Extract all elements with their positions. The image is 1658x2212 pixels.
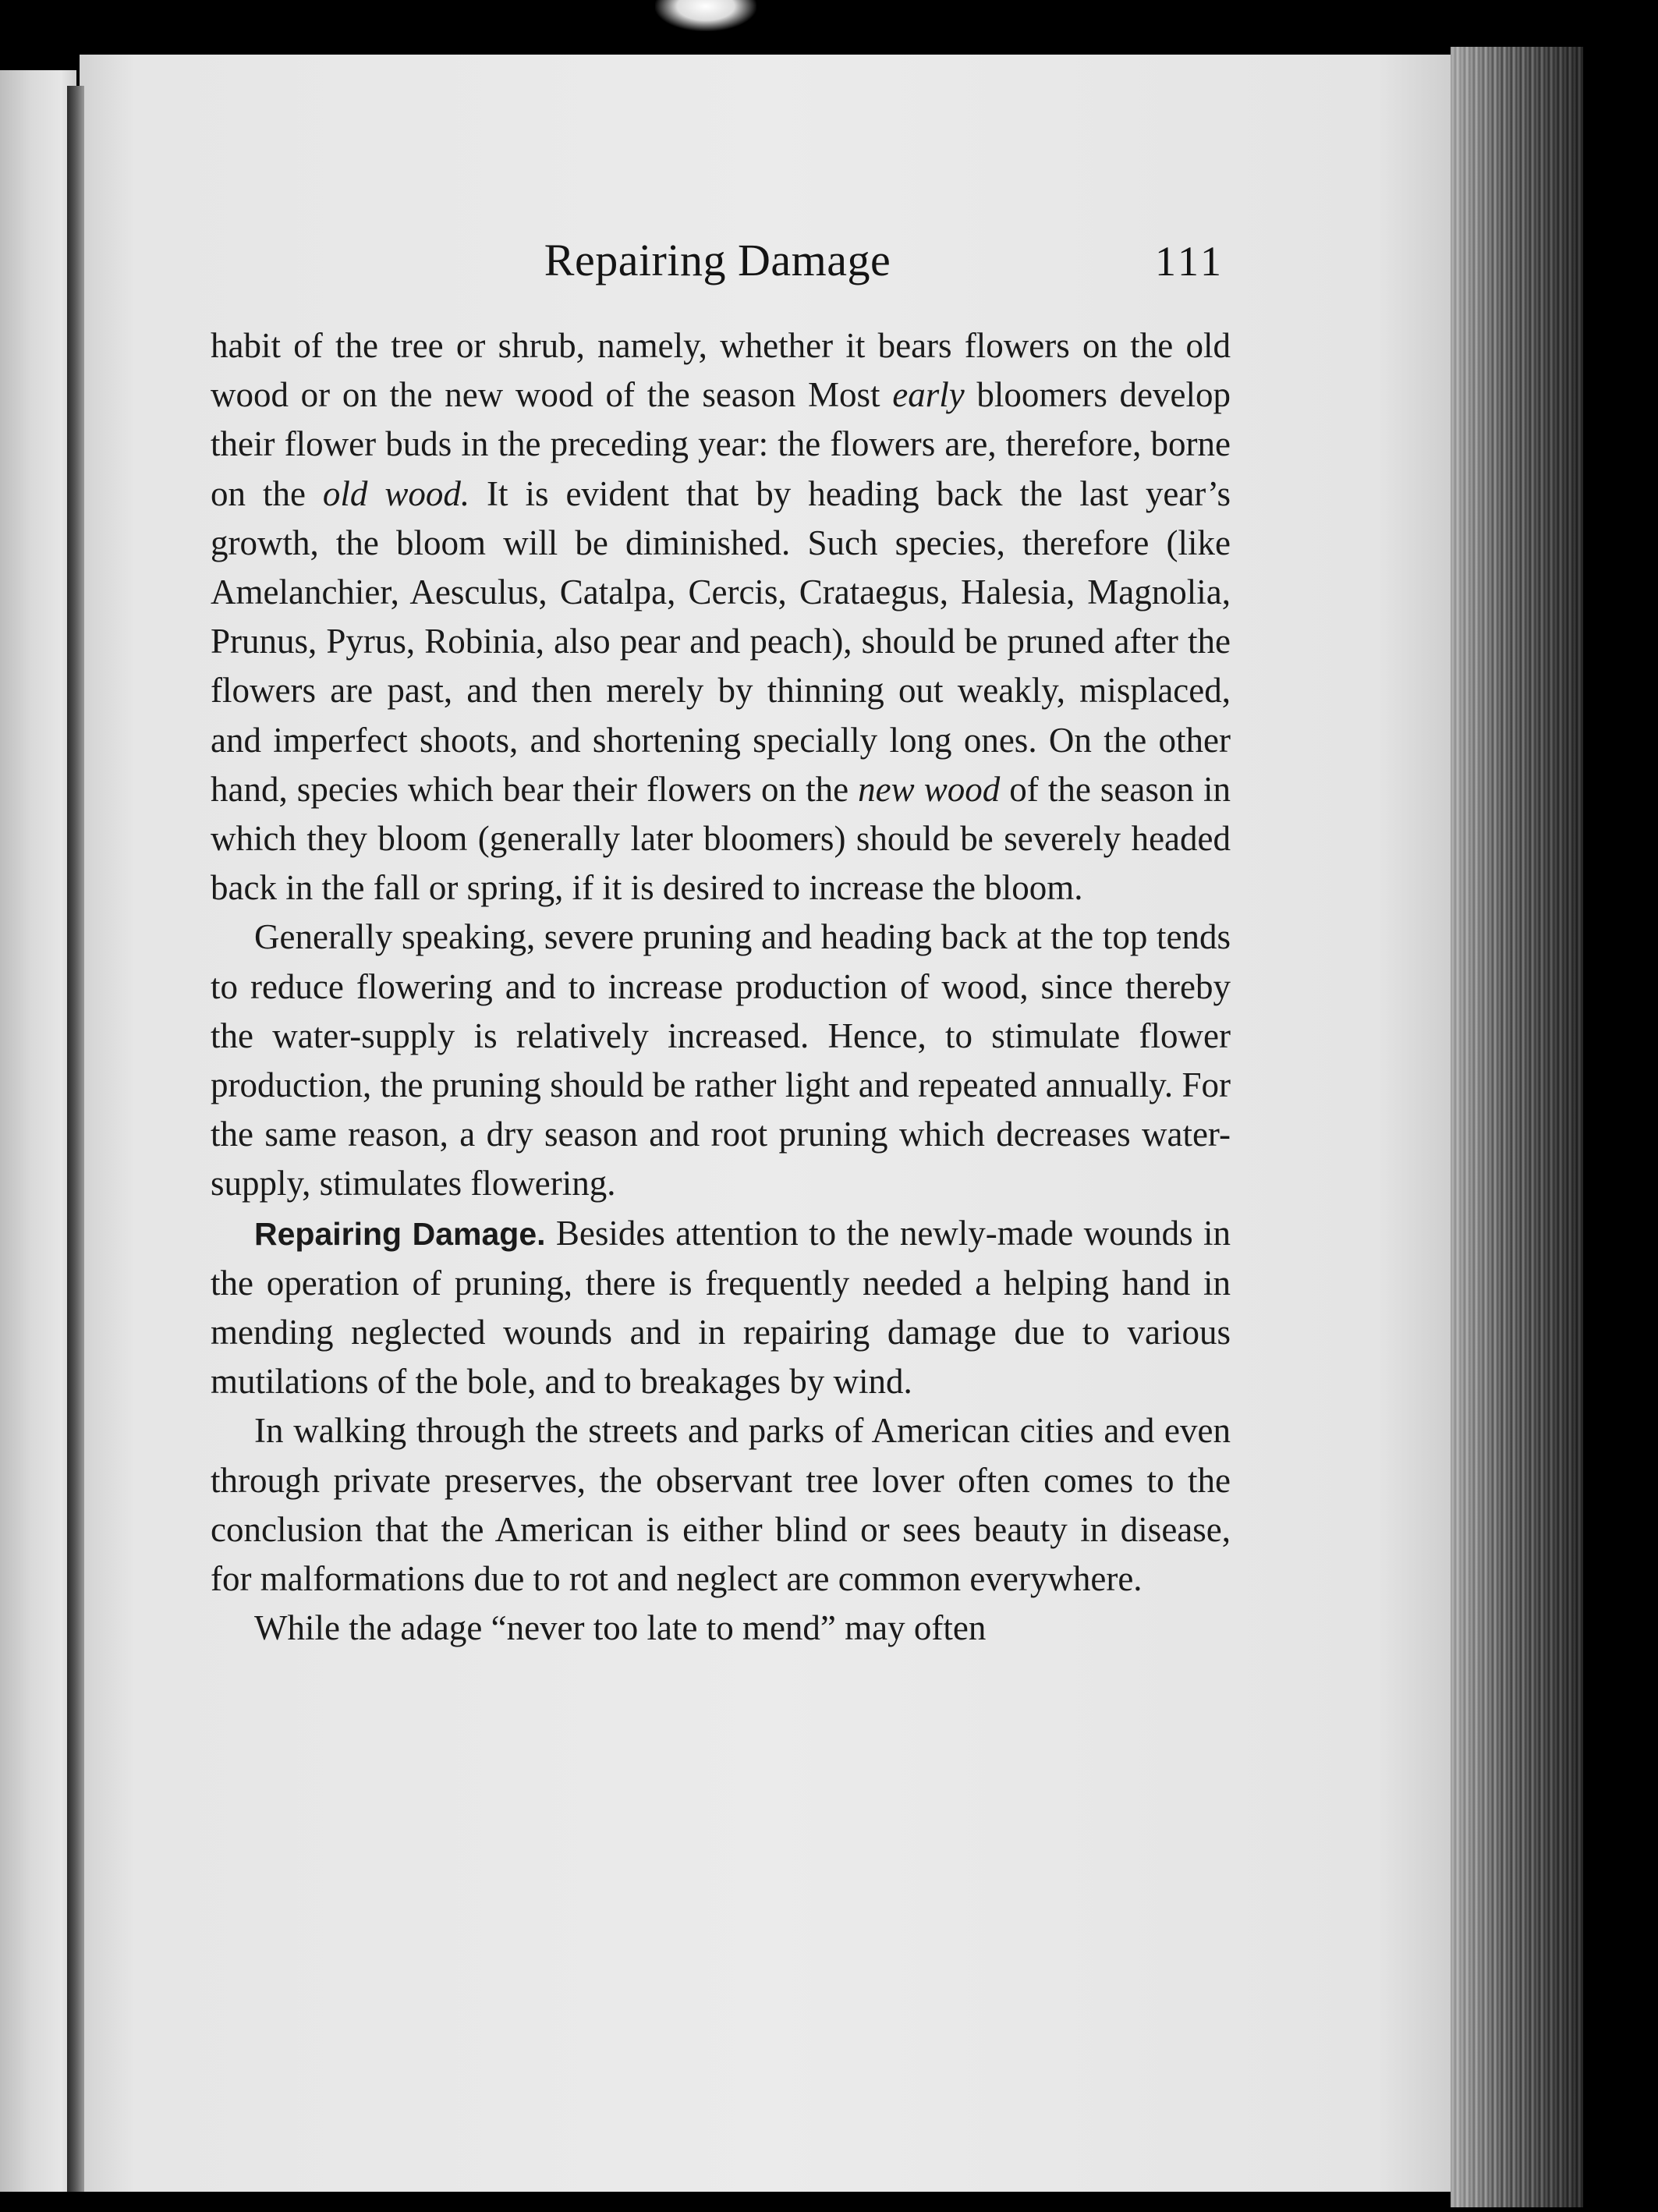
body-text xyxy=(211,321,1231,1653)
running-title: Repairing Damage xyxy=(544,235,891,285)
text-run: habit of the tree or shrub, namely, whether it bears flowers on the old wood or on the new wood of the season Most xyxy=(211,326,1231,415)
italic-text: old wood. xyxy=(322,473,470,513)
facing-page-edge xyxy=(0,70,76,2192)
section-heading: Repairing Damage. xyxy=(254,1215,546,1252)
italic-text: early xyxy=(892,375,965,415)
book-gutter xyxy=(67,86,84,2192)
running-head xyxy=(211,234,1224,304)
text-run: bloomers develop their flower buds in the preceding year: the flowers are, therefore, borne on the xyxy=(211,375,1231,513)
paragraph: In walking through the streets and parks of American cities and even through private preserves, the observant tree lover often comes to the conclusion that the American is either blind or sees beauty in disease, for malformations due to rot and neglect are common everywhere. xyxy=(211,1411,1231,1599)
page-number: 111 xyxy=(1155,238,1224,285)
page-block-edge xyxy=(1451,47,1583,2207)
paragraph xyxy=(211,1209,1231,1407)
text-run: Besides attention to the newly-made wounds in the operation of pruning, there is frequently needed a helping hand in mending neglected wounds and in repairing damage due to various mutilations of the bole, and to breakages by wind. xyxy=(211,1213,1231,1402)
paragraph xyxy=(211,321,1231,913)
text-run: It is evident that by heading back the last year’s growth, the bloom will be diminished. Such species, therefore (like Amelanchier, Aesculus, Catalpa, Cercis, Crataegus, Halesia, Magnolia, Prunus, Pyrus, Robinia, also pear and peach), should be pruned after the flowers are past, and then merely by thinning out weakly, misplaced, and imperfect shoots, and shortening specially long ones. On the other hand, species which bear their flowers on the xyxy=(211,473,1231,809)
paragraph: Generally speaking, severe pruning and heading back at the top tends to reduce flowering and to increase production of wood, since thereby the water-supply is relatively increased. Hence, to stimulate flower production, the pruning should be rather light and repeated annually. For the same reason, a dry season and root pruning which decreases water-supply, stimulates flowering. xyxy=(211,917,1231,1203)
scan-artifact xyxy=(655,0,756,31)
italic-text: new wood xyxy=(858,769,1001,809)
paragraph: While the adage “never too late to mend” may often xyxy=(254,1608,987,1648)
text-run: of the season in which they bloom (generally later bloomers) should be severely headed back in the fall or spring, if it is desired to increase the bloom. xyxy=(211,769,1231,908)
